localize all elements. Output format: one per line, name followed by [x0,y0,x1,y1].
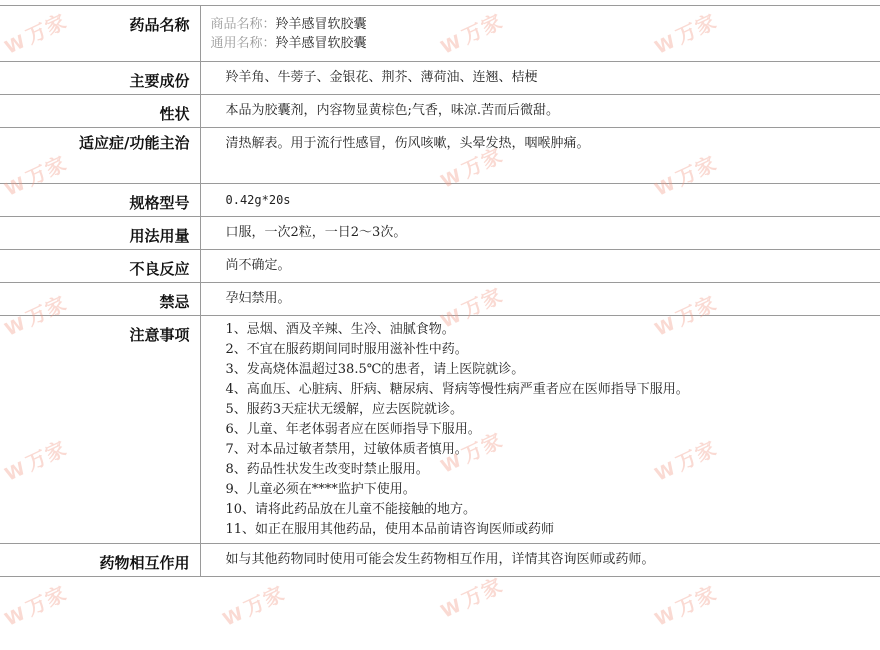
row-label: 注意事项 [0,316,200,544]
precaution-item: 10、请将此药品放在儿童不能接触的地方。 [225,502,477,517]
row-label: 适应症/功能主治 [0,128,200,184]
row-value: 清热解表。用于流行性感冒，伤风咳嗽，头晕发热，咽喉肿痛。 [200,128,880,184]
watermark-logo: W万家 [651,9,721,59]
row-indications [0,128,880,184]
precaution-item: 11、如正在服用其他药品，使用本品前请咨询医师或药师 [225,522,555,537]
precaution-item: 3、发高烧体温超过38.5℃的患者，请上医院就诊。 [225,362,525,377]
row-precautions [0,316,880,544]
trade-name-prefix: 商品名称： [210,17,276,32]
precaution-item: 1、忌烟、酒及辛辣、生冷、油腻食物。 [225,322,455,337]
row-dosage [0,217,880,250]
watermark-logo: W万家 [437,573,507,623]
row-label: 用法用量 [0,217,200,250]
row-specification [0,184,880,217]
row-value: 口服，一次2粒，一日2～3次。 [200,217,880,250]
precaution-item: 2、不宜在服药期间同时服用滋补性中药。 [225,342,468,357]
watermark-logo: W万家 [219,581,289,631]
row-value [200,316,880,544]
watermark-logo: W万家 [437,9,507,59]
watermark-logo: W万家 [651,291,721,341]
row-value: 羚羊角、牛蒡子、金银花、荆芥、薄荷油、连翘、桔梗 [200,62,880,95]
precaution-item: 9、儿童必须在****监护下使用。 [225,482,416,497]
row-label: 不良反应 [0,250,200,283]
watermark-logo: W万家 [651,436,721,486]
watermark-logo: W万家 [1,436,71,486]
row-contraindications [0,283,880,316]
watermark-logo: W万家 [437,428,507,478]
row-label: 规格型号 [0,184,200,217]
row-label: 禁忌 [0,283,200,316]
generic-name: 羚羊感冒软胶囊 [275,36,367,51]
row-appearance [0,95,880,128]
row-value: 如与其他药物同时使用可能会发生药物相互作用，详情其咨询医师或药师。 [200,544,880,577]
row-label: 药品名称 [0,6,200,62]
precaution-item: 8、药品性状发生改变时禁止服用。 [225,462,429,477]
watermark-logo: W万家 [1,291,71,341]
row-value: 尚不确定。 [200,250,880,283]
row-label: 主要成份 [0,62,200,95]
precaution-item: 6、儿童、年老体弱者应在医师指导下服用。 [225,422,481,437]
row-value: 孕妇禁用。 [200,283,880,316]
watermark-logo: W万家 [437,143,507,193]
watermark-logo: W万家 [651,151,721,201]
row-value: 0.42g*20s [200,184,880,217]
watermark-logo: W万家 [651,581,721,631]
drug-spec-table [0,5,880,577]
trade-name: 羚羊感冒软胶囊 [275,17,367,32]
row-drug-interactions [0,544,880,577]
row-label: 药物相互作用 [0,544,200,577]
generic-name-prefix: 通用名称： [210,36,276,51]
watermark-logo: W万家 [1,581,71,631]
row-adverse-reactions [0,250,880,283]
watermark-logo: W万家 [1,151,71,201]
row-value: 本品为胶囊剂，内容物显黄棕色;气香，味凉.苦而后微甜。 [200,95,880,128]
row-ingredients [0,62,880,95]
row-value [200,6,880,62]
row-drug-name [0,6,880,62]
row-label: 性状 [0,95,200,128]
precaution-item: 5、服药3天症状无缓解，应去医院就诊。 [225,402,464,417]
watermark-logo: W万家 [1,9,71,59]
precaution-item: 7、对本品过敏者禁用，过敏体质者慎用。 [225,442,468,457]
precaution-item: 4、高血压、心脏病、肝病、糖尿病、肾病等慢性病严重者应在医师指导下服用。 [225,382,689,397]
watermark-logo: W万家 [437,283,507,333]
